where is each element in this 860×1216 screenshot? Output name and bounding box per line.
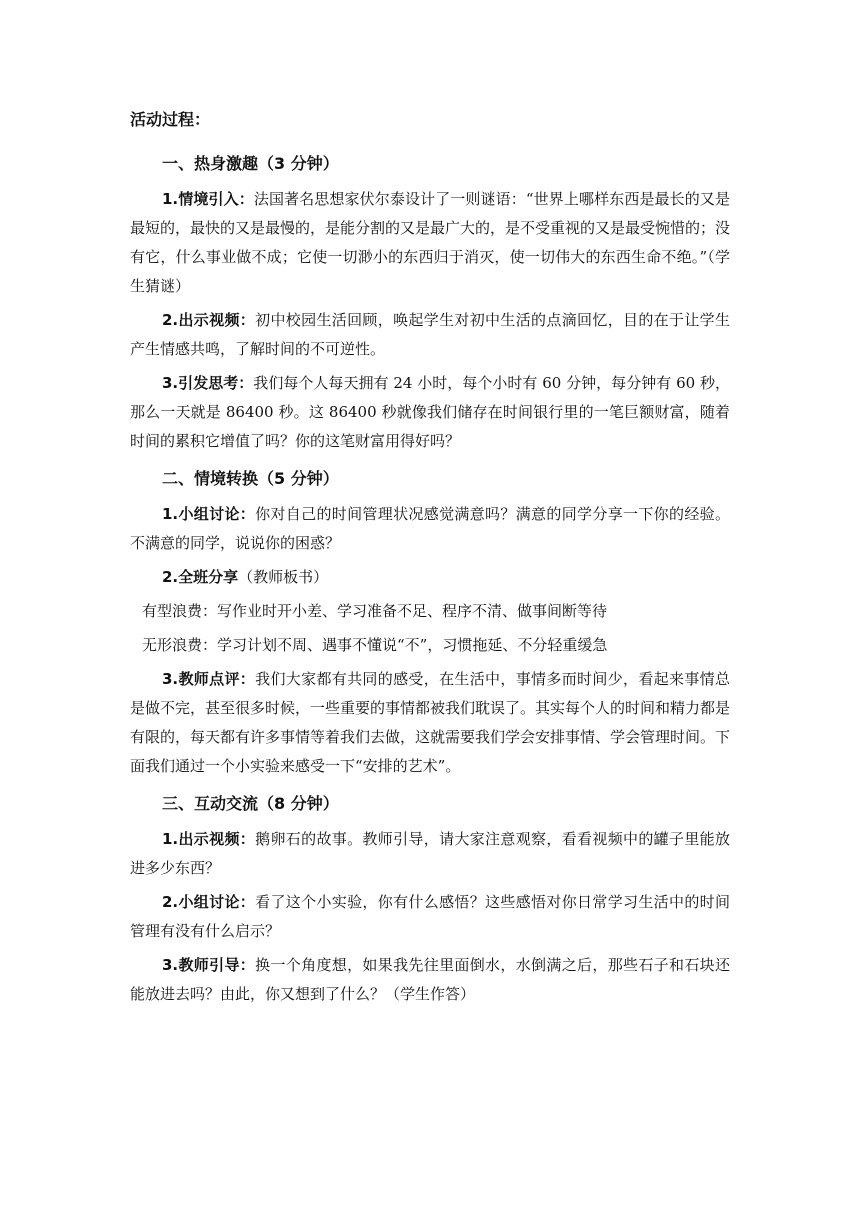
paragraph-lead: 3.教师引导：	[162, 956, 256, 974]
section-heading-3: 三、互动交流（8 分钟）	[162, 794, 339, 813]
paragraph-text: 我们每个人每天拥有 24 小时，每个小时有 60 分钟，每分钟有 60 秒，那么一天就是 86400 秒。这 86400 秒就像我们储存在时间银行里的一笔巨额财富，随着时间的累积它增值了吗？你的这笔财富用得好吗？	[130, 374, 730, 450]
document-body	[130, 108, 730, 1014]
paragraph-3-3	[130, 951, 730, 1009]
paragraph-text: 鹅卵石的故事。教师引导，请大家注意观察，看看视频中的罐子里能放进多少东西？	[130, 830, 730, 877]
paragraph-text: 法国著名思想家伏尔泰设计了一则谜语：“世界上哪样东西是最长的又是最短的，最快的又是最慢的，是能分割的又是最广大的，是不受重视的又是最受惋惜的；没有它，什么事业做不成；它使一切渺小的东西归于消灭，使一切伟大的东西生命不绝。”（学生猜谜）	[130, 190, 731, 295]
paragraph-lead: 2.出示视频：	[162, 311, 256, 329]
paragraph-text: 你对自己的时间管理状况感觉满意吗？满意的同学分享一下你的经验。不满意的同学，说说你的困惑？	[130, 505, 730, 552]
paragraph-lead: 2.全班分享	[162, 568, 239, 586]
paragraph-3-2	[130, 888, 730, 946]
paragraph-1-3	[130, 369, 730, 456]
paragraph-lead: 1.情境引入：	[162, 190, 254, 208]
paragraph-text: 初中校园生活回顾，唤起学生对初中生活的点滴回忆，目的在于让学生产生情感共鸣，了解时间的不可逆性。	[130, 311, 730, 358]
paragraph-text: （教师板书）	[238, 568, 329, 586]
paragraph-1-1	[130, 185, 730, 301]
paragraph-text: 我们大家都有共同的感受，在生活中，事情多而时间少，看起来事情总是做不完，甚至很多时候，一些重要的事情都被我们耽误了。其实每个人的时间和精力都是有限的，每天都有许多事情等着我们去做，这就需要我们学会安排事情、学会管理时间。下面我们通过一个小实验来感受一下“安排的艺术”。	[130, 670, 731, 775]
activity-title: 活动过程：	[130, 110, 211, 129]
paragraph-2-tangible-waste	[130, 597, 730, 626]
paragraph-lead: 1.小组讨论：	[162, 505, 256, 523]
section-heading-1: 一、热身激趣（3 分钟）	[162, 154, 339, 173]
paragraph-lead: 3.教师点评：	[162, 670, 256, 688]
paragraph-lead: 3.引发思考：	[162, 374, 254, 392]
paragraph-2-1	[130, 500, 730, 558]
paragraph-3-1	[130, 825, 730, 883]
paragraph-1-2	[130, 306, 730, 364]
paragraph-2-2	[130, 563, 730, 592]
paragraph-text: 换一个角度想，如果我先往里面倒水，水倒满之后，那些石子和石块还能放进去吗？由此，你又想到了什么？（学生作答）	[130, 956, 730, 1003]
paragraph-text: 有型浪费：写作业时开小差、学习准备不足、程序不清、做事间断等待	[142, 602, 608, 620]
paragraph-2-intangible-waste	[130, 631, 730, 660]
paragraph-lead: 2.小组讨论：	[162, 893, 256, 911]
section-heading-2: 二、情境转换（5 分钟）	[162, 469, 339, 488]
paragraph-text: 看了这个小实验，你有什么感悟？这些感悟对你日常学习生活中的时间管理有没有什么启示？	[130, 893, 730, 940]
paragraph-2-3	[130, 665, 730, 781]
paragraph-lead: 1.出示视频：	[162, 830, 256, 848]
paragraph-text: 无形浪费：学习计划不周、遇事不懂说“不”，习惯拖延、不分轻重缓急	[142, 636, 608, 654]
